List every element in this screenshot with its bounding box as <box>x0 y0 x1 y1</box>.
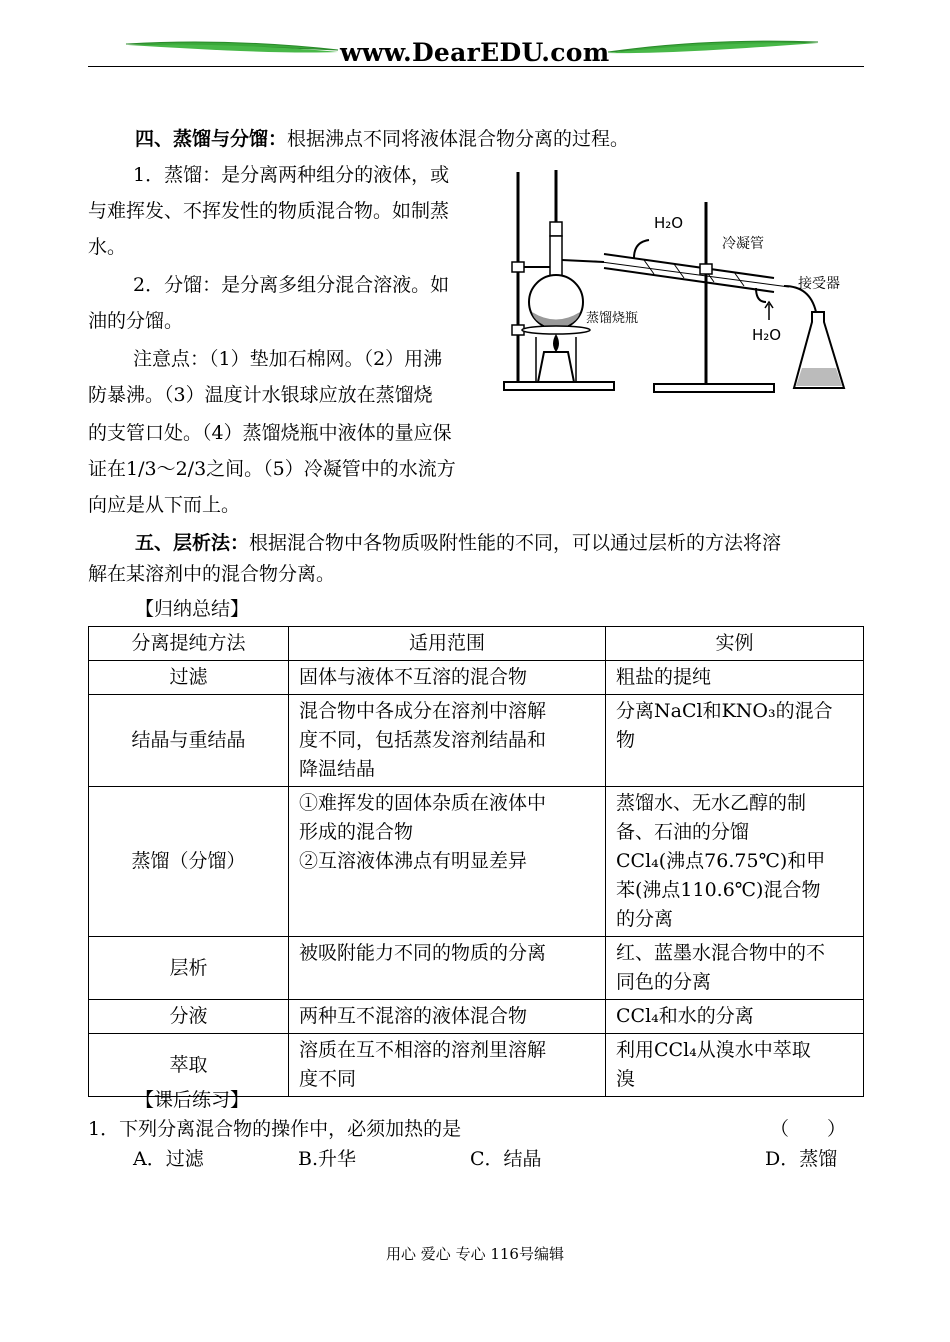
table-cell-example: 粗盐的提纯 <box>606 661 864 695</box>
option-a[interactable]: A．过滤 <box>133 1148 204 1170</box>
alcohol-lamp <box>538 352 574 382</box>
table-header-example: 实例 <box>606 627 864 661</box>
table-row <box>89 787 864 937</box>
label-flask: 蒸馏烧瓶 <box>586 311 639 326</box>
exercise-title: 【课后练习】 <box>135 1089 250 1111</box>
header-rule <box>88 66 864 67</box>
table-header-method: 分离提纯方法 <box>89 627 289 661</box>
table-cell-example: 利用CCl₄从溴水中萃取 溴 <box>606 1034 864 1097</box>
table-cell-method: 过滤 <box>89 661 289 695</box>
section5-text-1: 根据混合物中各物质吸附性能的不同，可以通过层析的方法将溶 <box>249 532 782 554</box>
table-cell-example: 蒸馏水、无水乙醇的制 备、石油的分馏 CCl₄(沸点76.75℃)和甲 苯(沸点110.6℃)混合物 的分离 <box>606 787 864 937</box>
option-b[interactable]: B.升华 <box>298 1148 357 1170</box>
table-header-row <box>89 627 864 661</box>
summary-title: 【归纳总结】 <box>135 598 250 620</box>
section4-line-10: 向应是从下而上。 <box>88 494 241 516</box>
table-cell-method: 层析 <box>89 937 289 1000</box>
section4-line-6: 注意点：（1）垫加石棉网。（2）用沸 <box>133 348 443 370</box>
section4-line-1: 1．蒸馏：是分离两种组分的液体，或 <box>133 164 450 186</box>
table-cell-method: 结晶与重结晶 <box>89 695 289 787</box>
section4-line-2: 与难挥发、不挥发性的物质混合物。如制蒸 <box>88 200 450 222</box>
section4-title-line <box>135 127 629 152</box>
table-cell-example: 红、蓝墨水混合物中的不 同色的分离 <box>606 937 864 1000</box>
table-cell-scope: ①难挥发的固体杂质在液体中 形成的混合物 ②互溶液体沸点有明显差异 <box>289 787 606 937</box>
table-row <box>89 661 864 695</box>
table-row <box>89 695 864 787</box>
summary-table <box>88 626 864 1097</box>
section4-line-7: 防暴沸。（3）温度计水银球应放在蒸馏烧 <box>88 384 433 406</box>
section4-line-5: 油的分馏。 <box>88 310 184 332</box>
table-cell-example: 分离NaCl和KNO₃的混合 物 <box>606 695 864 787</box>
table-cell-scope: 混合物中各成分在溶剂中溶解 度不同，包括蒸发溶剂结晶和 降温结晶 <box>289 695 606 787</box>
exercise-question: 1．下列分离混合物的操作中，必须加热的是 <box>88 1118 462 1140</box>
table-cell-scope: 两种互不混溶的液体混合物 <box>289 1000 606 1034</box>
site-logo[interactable]: www.DearEDU.com <box>340 38 610 67</box>
section4-intro: 根据沸点不同将液体混合物分离的过程。 <box>287 128 630 150</box>
table-cell-method: 萃取 <box>89 1034 289 1097</box>
label-h2o-bottom: H₂O <box>752 326 782 344</box>
table-cell-scope: 溶质在互不相溶的溶剂里溶解 度不同 <box>289 1034 606 1097</box>
exercise-answer-bracket: （ ） <box>770 1118 847 1140</box>
option-d[interactable]: D．蒸馏 <box>765 1148 838 1170</box>
option-c[interactable]: C．结晶 <box>470 1148 542 1170</box>
section4-line-8: 的支管口处。（4）蒸馏烧瓶中液体的量应保 <box>88 422 452 444</box>
table-cell-scope: 被吸附能力不同的物质的分离 <box>289 937 606 1000</box>
label-condenser: 冷凝管 <box>722 236 764 252</box>
section5-line-1 <box>135 531 781 556</box>
label-receiver: 接受器 <box>798 276 840 292</box>
section4-line-9: 证在1/3～2/3之间。（5）冷凝管中的水流方 <box>88 458 456 480</box>
distillation-apparatus-figure <box>494 162 868 402</box>
section5-line-2: 解在某溶剂中的混合物分离。 <box>88 563 336 585</box>
label-h2o-top: H₂O <box>654 214 684 232</box>
section5-heading: 五、层析法： <box>135 532 250 554</box>
table-cell-method: 蒸馏（分馏） <box>89 787 289 937</box>
section4-line-3: 水。 <box>88 236 127 258</box>
table-cell-example: CCl₄和水的分离 <box>606 1000 864 1034</box>
table-row <box>89 937 864 1000</box>
table-cell-scope: 固体与液体不互溶的混合物 <box>289 661 606 695</box>
table-header-scope: 适用范围 <box>289 627 606 661</box>
table-cell-method: 分液 <box>89 1000 289 1034</box>
section4-line-4: 2．分馏：是分离多组分混合溶液。如 <box>133 274 450 296</box>
section4-heading: 四、蒸馏与分馏： <box>135 128 288 150</box>
left-stand-base <box>504 382 614 390</box>
page-footer: 用心 爱心 专心 116号编辑 <box>386 1245 564 1263</box>
table-row <box>89 1000 864 1034</box>
